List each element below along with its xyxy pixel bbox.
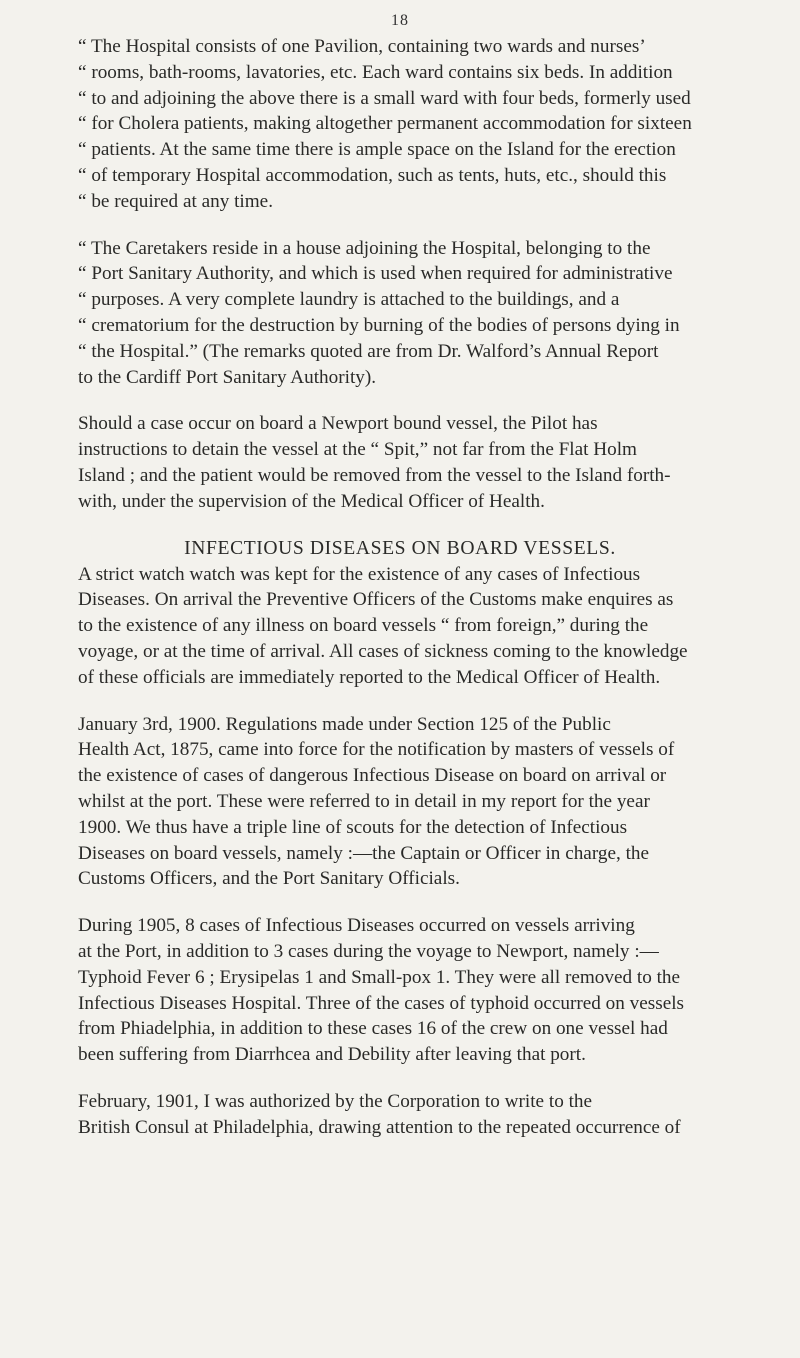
text-line: at the Port, in addition to 3 cases during the voyage to Newport, namely :— (78, 940, 659, 962)
text-line: been suffering from Diarrhcea and Debility after leaving that port. (78, 1044, 586, 1066)
text-line: “ rooms, bath-rooms, lavatories, etc. Each ward contains six beds. In addition (78, 61, 673, 83)
text-line: Diseases. On arrival the Preventive Officers of the Customs make enquires as (78, 589, 674, 611)
paragraph-newport-vessel (30, 411, 770, 514)
text-line: January 3rd, 1900. Regulations made under Section 125 of the Public (78, 713, 611, 735)
paragraph-february-1901 (30, 1089, 770, 1141)
paragraph-spacer (30, 1068, 770, 1089)
text-line: from Phiadelphia, in addition to these cases 16 of the crew on one vessel had (78, 1018, 668, 1040)
text-line: “ crematorium for the destruction by burning of the bodies of persons dying in (78, 314, 680, 336)
text-line: the existence of cases of dangerous Infectious Disease on board on arrival or (78, 765, 667, 787)
text-line: Infectious Diseases Hospital. Three of the cases of typhoid occurred on vessels (78, 992, 685, 1014)
text-line: “ to and adjoining the above there is a small ward with four beds, formerly used (78, 87, 691, 109)
text-line: Typhoid Fever 6 ; Erysipelas 1 and Small-pox 1. They were all removed to the (78, 966, 681, 988)
section-heading: INFECTIOUS DISEASES ON BOARD VESSELS. (184, 537, 616, 559)
text-line: A strict watch watch was kept for the existence of any cases of Infectious (78, 563, 641, 585)
text-line: Customs Officers, and the Port Sanitary Officials. (78, 868, 460, 890)
text-line: During 1905, 8 cases of Infectious Diseases occurred on vessels arriving (78, 915, 635, 937)
paragraph-cases-1905 (30, 913, 770, 1068)
text-line: instructions to detain the vessel at the “ Spit,” not far from the Flat Holm (78, 439, 637, 461)
paragraph-spacer (30, 215, 770, 236)
text-line: “ for Cholera patients, making altogether permanent accommodation for sixteen (78, 113, 692, 135)
text-line: “ of temporary Hospital accommodation, such as tents, huts, etc., should this (78, 164, 667, 186)
page-number: 18 (391, 12, 409, 29)
paragraph-spacer (30, 691, 770, 712)
text-line: 1900. We thus have a triple line of scouts for the detection of Infectious (78, 816, 628, 838)
text-line: Should a case occur on board a Newport bound vessel, the Pilot has (78, 413, 598, 435)
text-line: Health Act, 1875, came into force for the notification by masters of vessels of (78, 739, 675, 761)
text-line: Island ; and the patient would be removed from the vessel to the Island forth- (78, 464, 671, 486)
paragraph-caretakers (30, 236, 770, 391)
text-line: “ The Caretakers reside in a house adjoining the Hospital, belonging to the (78, 237, 651, 259)
paragraph-regulations-1900 (30, 712, 770, 893)
text-line: British Consul at Philadelphia, drawing attention to the repeated occurrence of (78, 1116, 681, 1138)
paragraph-strict-watch (30, 562, 770, 691)
text-line: Diseases on board vessels, namely :—the Captain or Officer in charge, the (78, 842, 650, 864)
text-line: voyage, or at the time of arrival. All cases of sickness coming to the knowledge (78, 640, 688, 662)
text-line: of these officials are immediately reported to the Medical Officer of Health. (78, 666, 661, 688)
text-line: “ patients. At the same time there is ample space on the Island for the erection (78, 139, 676, 161)
text-line: to the existence of any illness on board vessels “ from foreign,” during the (78, 615, 649, 637)
text-line: to the Cardiff Port Sanitary Authority). (78, 366, 377, 388)
text-line: “ The Hospital consists of one Pavilion, containing two wards and nurses’ (78, 36, 646, 57)
text-line: whilst at the port. These were referred to in detail in my report for the year (78, 790, 650, 812)
text-line: “ Port Sanitary Authority, and which is used when required for administrative (78, 263, 673, 285)
paragraph-hospital-description (30, 34, 770, 215)
paragraph-spacer (30, 515, 770, 536)
text-line: “ be required at any time. (78, 190, 273, 212)
paragraph-spacer (30, 892, 770, 913)
text-line: with, under the supervision of the Medical Officer of Health. (78, 490, 545, 512)
text-line: “ purposes. A very complete laundry is attached to the buildings, and a (78, 289, 620, 311)
text-line: “ the Hospital.” (The remarks quoted are from Dr. Walford’s Annual Report (78, 340, 659, 362)
text-line: February, 1901, I was authorized by the Corporation to write to the (78, 1090, 593, 1112)
paragraph-spacer (30, 390, 770, 411)
